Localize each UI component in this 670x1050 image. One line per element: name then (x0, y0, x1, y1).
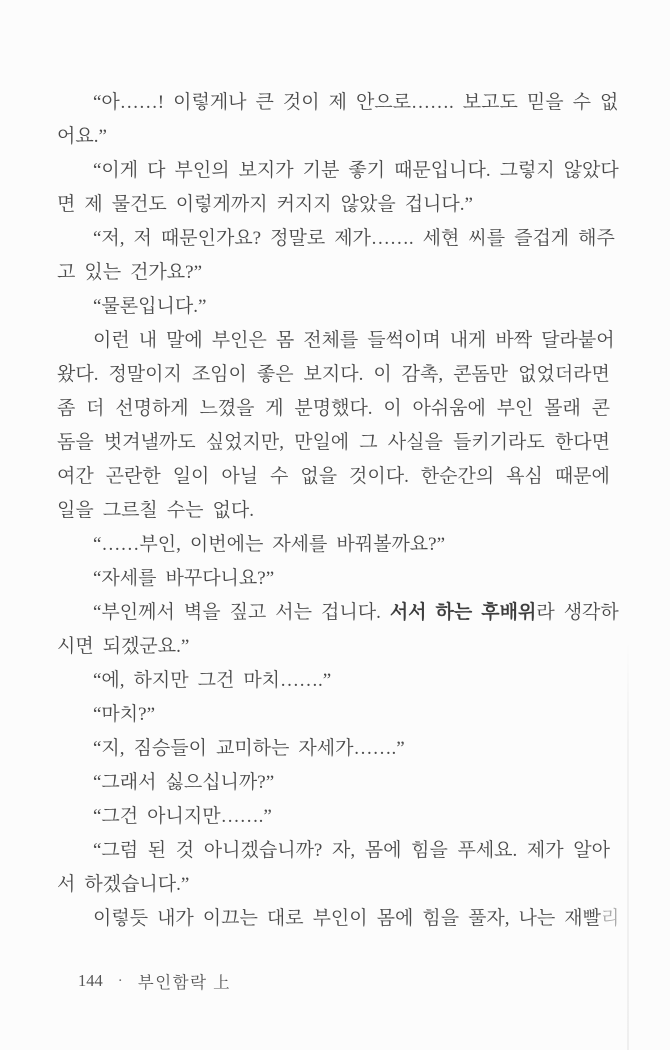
word: 후배위라 (481, 601, 555, 623)
text-line (57, 219, 615, 253)
word: “그건 (93, 805, 139, 827)
word: 한순간의 (420, 465, 495, 487)
word: 정말로 (270, 227, 326, 249)
word: 이 (373, 363, 392, 385)
word: “물론입니다.” (93, 295, 207, 317)
word: 서 (57, 873, 76, 895)
word: 제가 (526, 839, 564, 861)
word: 바꿔볼까요?” (336, 533, 446, 555)
word: “지, (93, 737, 125, 759)
word: 느꼈을 (199, 397, 255, 419)
word: 여간 (57, 465, 94, 487)
word: 보지다. (303, 363, 364, 385)
word: 몸 (275, 329, 295, 351)
word: 콘 (591, 397, 610, 419)
word: 기분 (302, 159, 340, 181)
word: 분명했다. (294, 397, 373, 419)
word: 내 (138, 329, 158, 351)
word: 벗겨낼까도 (103, 431, 196, 453)
text-line (57, 695, 610, 729)
text-line (57, 627, 610, 661)
word: 부인이 (312, 907, 368, 929)
word: 만일에 (294, 431, 350, 453)
word: 왔다. (57, 363, 99, 385)
word: 아니겠습니까? (203, 839, 323, 861)
word: 푸세요. (457, 839, 518, 861)
word: “그럼 (93, 839, 139, 861)
word: 된 (147, 839, 167, 861)
text-line (57, 593, 619, 627)
word: 저 (133, 227, 152, 249)
text-line (57, 151, 619, 185)
word: 고 (57, 261, 76, 283)
text-line (57, 185, 610, 219)
word: 것이 (282, 91, 320, 113)
text-line (57, 899, 620, 933)
word: 때문입니다. (394, 159, 491, 181)
word: 바짝 (495, 329, 533, 351)
word: 벽을 (183, 601, 221, 623)
word: 해주 (578, 227, 615, 249)
word: 제 (328, 91, 347, 113)
word: 일을 (57, 499, 94, 521)
word: “그래서 (93, 771, 157, 793)
word: 하지만 (133, 669, 189, 691)
text-line (57, 559, 610, 593)
word: 제 (84, 193, 103, 215)
word: 게 (265, 397, 284, 419)
word: 그건 (197, 669, 235, 691)
word: 그르칠 (102, 499, 158, 521)
word: “……부인, (93, 533, 181, 555)
word: 겁니다. (321, 601, 381, 623)
word: 자세가…….” (298, 737, 405, 759)
word: 몸에 (364, 839, 402, 861)
word: 이끄는 (202, 907, 258, 929)
word: 건가요?” (130, 261, 203, 283)
word: 서서 (389, 601, 427, 623)
word: 싫으십니까?” (165, 771, 275, 793)
word: 물건도 (111, 193, 167, 215)
text-line (57, 457, 610, 491)
word: 즐겁게 (514, 227, 570, 249)
word: 부인의 (174, 159, 230, 181)
word: 좀 (57, 397, 76, 419)
word: 다 (147, 159, 166, 181)
word: 되겠군요.” (102, 635, 190, 657)
book-title: 부인함락 上 (137, 973, 232, 992)
word: 들썩이며 (367, 329, 441, 351)
text-line (57, 117, 610, 151)
word: 시면 (57, 635, 94, 657)
word: 몸에 (376, 907, 414, 929)
word: 하겠습니다.” (84, 873, 190, 895)
word: 이렇게까지 (175, 193, 268, 215)
word: 좋기 (348, 159, 386, 181)
word: 부인 (496, 397, 534, 419)
text-line (57, 797, 610, 831)
text-line (57, 729, 610, 763)
word: 큰 (255, 91, 274, 113)
word: 전체를 (303, 329, 359, 351)
word: 수는 (166, 499, 204, 521)
footer-separator-dot: · (117, 972, 123, 989)
word: 보고도 (462, 91, 518, 113)
word: 좋은 (256, 363, 294, 385)
word: 않았을 (340, 193, 396, 215)
word: 믿을 (526, 91, 564, 113)
page-footer (78, 969, 231, 993)
word: 감촉, (401, 363, 444, 385)
word: 이번에는 (189, 533, 264, 555)
word: 세현 (422, 227, 460, 249)
text-line (57, 525, 610, 559)
word: 때문에 (554, 465, 610, 487)
word: 것이다. (349, 465, 409, 487)
word: 욕심 (506, 465, 543, 487)
text-line (57, 661, 610, 695)
text-line (57, 321, 615, 355)
word: “자세를 (93, 567, 157, 589)
word: 싶었지만, (205, 431, 284, 453)
word: “부인께서 (93, 601, 175, 623)
word: 생각하 (563, 601, 619, 623)
word: “에, (93, 669, 125, 691)
word: 있는 (84, 261, 122, 283)
word: 없다. (212, 499, 254, 521)
text-line (57, 355, 610, 389)
word: 힘을 (422, 907, 460, 929)
text-line (57, 423, 610, 457)
word: 사실을 (387, 431, 443, 453)
word: 씨를 (468, 227, 506, 249)
word: 재빨리 (564, 907, 620, 929)
word: 안으로……. (355, 91, 454, 113)
text-line (57, 83, 619, 117)
word: 몰래 (544, 397, 581, 419)
word: 조임이 (191, 363, 247, 385)
word: 서는 (275, 601, 313, 623)
word: 그 (359, 431, 378, 453)
word: 말에 (166, 329, 203, 351)
word: “마치?” (93, 703, 156, 725)
word: 짚고 (229, 601, 267, 623)
text-line (57, 763, 610, 797)
word: 선명하게 (115, 397, 189, 419)
word: 겁니다.” (404, 193, 473, 215)
word: 아닐 (221, 465, 259, 487)
word: 하는 (435, 601, 473, 623)
word: 없었더라면 (518, 363, 610, 385)
word: 알아 (573, 839, 610, 861)
word: 짐승들이 (133, 737, 207, 759)
text-line (57, 491, 610, 525)
word: 이렇게나 (173, 91, 247, 113)
word: 풀자, (468, 907, 510, 929)
word: 커지지 (276, 193, 332, 215)
word: 바꾸다니요?” (165, 567, 275, 589)
word: 한다면 (554, 431, 610, 453)
word: 보지가 (238, 159, 294, 181)
page-body (57, 83, 620, 933)
word: 이 (383, 397, 402, 419)
word: 수 (572, 91, 591, 113)
word: 들키기라도 (453, 431, 545, 453)
word: 정말이지 (108, 363, 182, 385)
word: 콘돔만 (453, 363, 509, 385)
word: “이게 (93, 159, 139, 181)
word: 달라붙어 (541, 329, 615, 351)
word: 때문인가요? (160, 227, 262, 249)
word: 돔을 (57, 431, 94, 453)
text-line (57, 831, 610, 865)
scan-edge-artifact (627, 640, 629, 1050)
word: 아니지만…….” (147, 805, 272, 827)
word: 아쉬움에 (412, 397, 486, 419)
word: 교미하는 (215, 737, 290, 759)
word: “저, (93, 227, 125, 249)
word: 어요.” (57, 125, 107, 147)
word: 자, (332, 839, 356, 861)
word: 내가 (157, 907, 194, 929)
word: 그렇지 (499, 159, 555, 181)
word: 없 (599, 91, 619, 113)
text-line (57, 865, 610, 899)
word: 면 (57, 193, 76, 215)
text-line (57, 389, 610, 423)
word: 없을 (300, 465, 338, 487)
word: 나는 (518, 907, 556, 929)
word: 자세를 (272, 533, 328, 555)
page-number: 144 (78, 971, 103, 990)
word: 일이 (172, 465, 210, 487)
text-line (57, 287, 610, 321)
text-line (57, 253, 610, 287)
word: 이런 (93, 329, 130, 351)
word: 힘을 (411, 839, 448, 861)
word: “아……! (93, 91, 165, 113)
word: 제가……. (334, 227, 414, 249)
word: 않았다 (563, 159, 619, 181)
word: 수 (270, 465, 289, 487)
word: 대로 (266, 907, 304, 929)
word: 내게 (449, 329, 487, 351)
word: 더 (86, 397, 105, 419)
word: 곤란한 (105, 465, 161, 487)
word: 것 (175, 839, 195, 861)
word: 이렇듯 (93, 907, 149, 929)
word: 부인은 (211, 329, 267, 351)
word: 마치…….” (243, 669, 332, 691)
